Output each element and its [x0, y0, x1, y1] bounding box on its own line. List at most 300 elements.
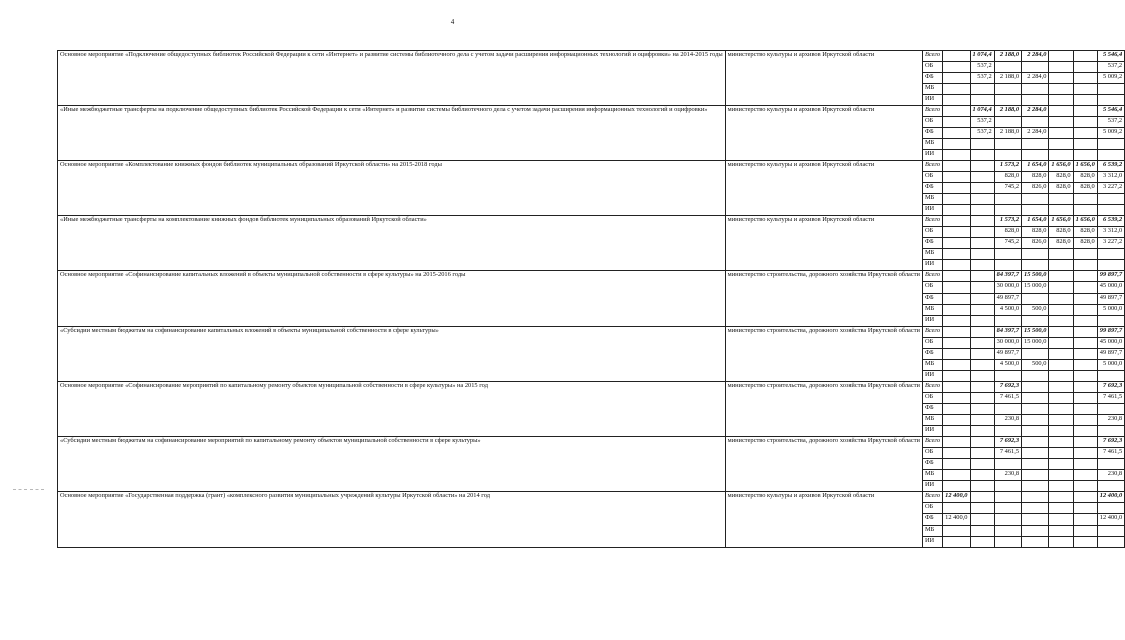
amount-cell: [1022, 83, 1049, 94]
scan-mark: [30, 489, 44, 490]
funding-source: ИИ: [922, 260, 942, 271]
amount-cell: [943, 116, 970, 127]
funding-source: Всего: [922, 437, 942, 448]
amount-cell: [1022, 536, 1049, 547]
responsible-executor: министерство культуры и архивов Иркутской области: [725, 50, 922, 105]
amount-total-cell: 7 692,3: [1097, 381, 1124, 392]
funding-source: ФБ: [922, 293, 942, 304]
amount-cell: [970, 260, 994, 271]
table-row-total: [58, 50, 1125, 61]
amount-cell: [1022, 481, 1049, 492]
responsible-executor: министерство культуры и архивов Иркутской области: [725, 492, 922, 547]
amount-cell: [970, 160, 994, 171]
funding-source: ОБ: [922, 337, 942, 348]
amount-cell: [1049, 392, 1073, 403]
amount-cell: [943, 470, 970, 481]
funding-source: Всего: [922, 50, 942, 61]
amount-cell: [970, 503, 994, 514]
amount-cell: [943, 172, 970, 183]
amount-cell: [1073, 149, 1097, 160]
amount-cell: [970, 448, 994, 459]
amount-cell: [970, 216, 994, 227]
amount-total-cell: 7 692,3: [1097, 437, 1124, 448]
funding-source: ОБ: [922, 392, 942, 403]
amount-cell: [1022, 426, 1049, 437]
amount-cell: 7 692,3: [994, 381, 1021, 392]
funding-source: МБ: [922, 415, 942, 426]
amount-cell: [994, 61, 1021, 72]
amount-total-cell: 7 461,5: [1097, 392, 1124, 403]
amount-cell: 7 692,3: [994, 437, 1021, 448]
amount-cell: [1073, 415, 1097, 426]
amount-cell: [1073, 205, 1097, 216]
amount-total-cell: [1097, 370, 1124, 381]
amount-cell: [943, 315, 970, 326]
amount-cell: [943, 459, 970, 470]
amount-cell: [943, 293, 970, 304]
amount-cell: [970, 249, 994, 260]
amount-cell: [1022, 415, 1049, 426]
amount-total-cell: 5 009,2: [1097, 127, 1124, 138]
amount-cell: [943, 205, 970, 216]
table-row-total: [58, 492, 1125, 503]
amount-cell: [943, 194, 970, 205]
amount-cell: [943, 348, 970, 359]
amount-cell: [943, 415, 970, 426]
amount-cell: 745,2: [994, 183, 1021, 194]
amount-total-cell: 12 400,0: [1097, 492, 1124, 503]
amount-total-cell: 6 539,2: [1097, 160, 1124, 171]
amount-cell: [1022, 470, 1049, 481]
amount-total-cell: [1097, 94, 1124, 105]
amount-total-cell: 3 227,2: [1097, 238, 1124, 249]
amount-cell: [1049, 348, 1073, 359]
responsible-executor: министерство строительства, дорожного хозяйства Иркутской области: [725, 437, 922, 492]
amount-cell: [970, 492, 994, 503]
amount-cell: [1073, 315, 1097, 326]
funding-source: ИИ: [922, 149, 942, 160]
amount-cell: [1049, 525, 1073, 536]
amount-cell: [943, 149, 970, 160]
funding-source: ФБ: [922, 72, 942, 83]
amount-total-cell: 3 312,0: [1097, 227, 1124, 238]
funding-source: МБ: [922, 83, 942, 94]
table-row-total: [58, 160, 1125, 171]
page-number: 4: [450, 18, 455, 26]
funding-table: [57, 50, 1125, 548]
table-row-total: [58, 437, 1125, 448]
funding-source: ОБ: [922, 503, 942, 514]
amount-cell: [943, 359, 970, 370]
responsible-executor: министерство культуры и архивов Иркутской области: [725, 216, 922, 271]
amount-total-cell: 230,8: [1097, 470, 1124, 481]
amount-cell: 2 284,0: [1022, 127, 1049, 138]
amount-cell: [1073, 282, 1097, 293]
amount-cell: [943, 183, 970, 194]
amount-total-cell: [1097, 205, 1124, 216]
amount-cell: 1 656,0: [1049, 216, 1073, 227]
responsible-executor: министерство культуры и архивов Иркутской области: [725, 105, 922, 160]
amount-cell: 2 284,0: [1022, 105, 1049, 116]
amount-cell: 2 188,0: [994, 105, 1021, 116]
amount-cell: [1049, 370, 1073, 381]
table-row-total: [58, 326, 1125, 337]
amount-cell: [943, 370, 970, 381]
amount-cell: [1049, 326, 1073, 337]
amount-cell: [1022, 404, 1049, 415]
amount-cell: [970, 525, 994, 536]
amount-total-cell: 7 461,5: [1097, 448, 1124, 459]
amount-total-cell: 3 312,0: [1097, 172, 1124, 183]
amount-cell: 500,0: [1022, 359, 1049, 370]
amount-cell: [1049, 194, 1073, 205]
amount-cell: [994, 149, 1021, 160]
amount-cell: [943, 160, 970, 171]
amount-total-cell: 6 539,2: [1097, 216, 1124, 227]
activity-description: «Иные межбюджетные трансферты на комплектование книжных фондов библиотек муниципальных образований Иркутской области»: [58, 216, 726, 271]
amount-cell: [1073, 492, 1097, 503]
amount-cell: [970, 426, 994, 437]
amount-cell: [970, 315, 994, 326]
amount-cell: [994, 83, 1021, 94]
amount-cell: 1 654,0: [1022, 216, 1049, 227]
amount-total-cell: 49 897,7: [1097, 293, 1124, 304]
amount-total-cell: 49 897,7: [1097, 348, 1124, 359]
amount-cell: 30 000,0: [994, 337, 1021, 348]
table-row-total: [58, 271, 1125, 282]
funding-source: ИИ: [922, 370, 942, 381]
funding-source: ИИ: [922, 536, 942, 547]
amount-cell: 4 500,0: [994, 359, 1021, 370]
amount-total-cell: [1097, 260, 1124, 271]
funding-source: МБ: [922, 249, 942, 260]
amount-cell: [1049, 404, 1073, 415]
amount-cell: [1022, 525, 1049, 536]
amount-cell: [994, 426, 1021, 437]
amount-cell: [970, 238, 994, 249]
amount-cell: [970, 271, 994, 282]
funding-source: ФБ: [922, 127, 942, 138]
amount-cell: [943, 227, 970, 238]
activity-description: Основное мероприятие «Государственная поддержка (грант) «комплексного развития муниципальных учреждений культуры Иркутской области» на 2014 год: [58, 492, 726, 547]
amount-cell: [970, 404, 994, 415]
amount-cell: 828,0: [1049, 227, 1073, 238]
amount-cell: 84 397,7: [994, 271, 1021, 282]
amount-total-cell: [1097, 525, 1124, 536]
amount-cell: [1073, 448, 1097, 459]
amount-total-cell: [1097, 149, 1124, 160]
amount-cell: [943, 326, 970, 337]
amount-cell: [1073, 359, 1097, 370]
amount-cell: [1073, 249, 1097, 260]
funding-source: МБ: [922, 359, 942, 370]
amount-cell: 828,0: [1022, 227, 1049, 238]
amount-cell: 826,0: [1022, 183, 1049, 194]
amount-cell: [970, 304, 994, 315]
funding-source: ОБ: [922, 282, 942, 293]
amount-cell: [943, 50, 970, 61]
amount-cell: [1049, 470, 1073, 481]
amount-cell: [1049, 138, 1073, 149]
amount-cell: [943, 282, 970, 293]
amount-total-cell: [1097, 249, 1124, 260]
amount-cell: 7 461,5: [994, 448, 1021, 459]
amount-cell: [943, 503, 970, 514]
amount-total-cell: 5 000,0: [1097, 304, 1124, 315]
activity-description: «Субсидии местным бюджетам на софинансирование капитальных вложений в объекты муниципальной собственности в сфере культуры»: [58, 326, 726, 381]
amount-cell: [1049, 459, 1073, 470]
amount-total-cell: 99 897,7: [1097, 326, 1124, 337]
amount-cell: [1049, 381, 1073, 392]
amount-cell: [1049, 260, 1073, 271]
amount-cell: [1073, 404, 1097, 415]
amount-cell: [970, 337, 994, 348]
amount-cell: 828,0: [994, 172, 1021, 183]
amount-total-cell: [1097, 481, 1124, 492]
responsible-executor: министерство строительства, дорожного хозяйства Иркутской области: [725, 326, 922, 381]
amount-cell: [1022, 315, 1049, 326]
activity-description: Основное мероприятие «Комплектование книжных фондов библиотек муниципальных образований Иркутской области» на 2015-2018 годы: [58, 160, 726, 215]
amount-total-cell: [1097, 426, 1124, 437]
amount-cell: [1073, 437, 1097, 448]
amount-cell: [1049, 503, 1073, 514]
amount-cell: [943, 238, 970, 249]
amount-cell: [1073, 370, 1097, 381]
amount-cell: [994, 404, 1021, 415]
amount-cell: 537,2: [970, 127, 994, 138]
amount-cell: 2 284,0: [1022, 50, 1049, 61]
amount-total-cell: 45 000,0: [1097, 337, 1124, 348]
amount-cell: [943, 216, 970, 227]
amount-cell: [1022, 194, 1049, 205]
amount-total-cell: 3 227,2: [1097, 183, 1124, 194]
amount-cell: 7 461,5: [994, 392, 1021, 403]
amount-cell: 828,0: [1049, 172, 1073, 183]
amount-cell: [1049, 61, 1073, 72]
amount-total-cell: [1097, 536, 1124, 547]
amount-cell: [1022, 205, 1049, 216]
amount-total-cell: 45 000,0: [1097, 282, 1124, 293]
funding-source: МБ: [922, 304, 942, 315]
amount-cell: [994, 492, 1021, 503]
amount-cell: [1073, 337, 1097, 348]
amount-cell: [943, 94, 970, 105]
amount-cell: [1022, 370, 1049, 381]
amount-total-cell: 537,2: [1097, 116, 1124, 127]
amount-cell: [1022, 448, 1049, 459]
funding-source: ФБ: [922, 459, 942, 470]
funding-source: ОБ: [922, 448, 942, 459]
funding-source: ОБ: [922, 172, 942, 183]
amount-cell: [1073, 83, 1097, 94]
amount-cell: [943, 404, 970, 415]
amount-cell: [970, 194, 994, 205]
amount-cell: [994, 503, 1021, 514]
amount-cell: 1 573,2: [994, 160, 1021, 171]
amount-cell: 12 400,0: [943, 514, 970, 525]
amount-cell: [1022, 116, 1049, 127]
amount-cell: 828,0: [1073, 183, 1097, 194]
amount-cell: [994, 370, 1021, 381]
amount-cell: [994, 315, 1021, 326]
amount-cell: 537,2: [970, 61, 994, 72]
amount-total-cell: 12 400,0: [1097, 514, 1124, 525]
amount-cell: 2 188,0: [994, 72, 1021, 83]
amount-cell: [943, 260, 970, 271]
amount-cell: [1022, 94, 1049, 105]
funding-source: Всего: [922, 381, 942, 392]
amount-cell: [943, 304, 970, 315]
amount-cell: [1049, 249, 1073, 260]
amount-cell: [970, 83, 994, 94]
amount-total-cell: 230,8: [1097, 415, 1124, 426]
amount-cell: [994, 205, 1021, 216]
amount-cell: [970, 183, 994, 194]
amount-cell: [943, 138, 970, 149]
amount-cell: [1022, 503, 1049, 514]
amount-cell: [1049, 426, 1073, 437]
amount-cell: 84 397,7: [994, 326, 1021, 337]
amount-cell: [1049, 94, 1073, 105]
amount-total-cell: [1097, 138, 1124, 149]
amount-cell: [943, 525, 970, 536]
amount-cell: 745,2: [994, 238, 1021, 249]
amount-cell: [994, 116, 1021, 127]
amount-cell: 828,0: [1073, 172, 1097, 183]
amount-cell: [1049, 127, 1073, 138]
amount-cell: [1049, 116, 1073, 127]
amount-cell: 826,0: [1022, 238, 1049, 249]
funding-source: ФБ: [922, 238, 942, 249]
amount-cell: [1073, 536, 1097, 547]
amount-cell: [994, 459, 1021, 470]
amount-total-cell: 5 009,2: [1097, 72, 1124, 83]
amount-cell: [970, 227, 994, 238]
amount-cell: [970, 470, 994, 481]
amount-cell: [1073, 392, 1097, 403]
amount-cell: [1022, 293, 1049, 304]
amount-cell: [1073, 514, 1097, 525]
amount-cell: [1049, 83, 1073, 94]
amount-cell: 828,0: [1049, 238, 1073, 249]
amount-cell: [970, 381, 994, 392]
amount-cell: [1022, 459, 1049, 470]
amount-cell: 500,0: [1022, 304, 1049, 315]
amount-total-cell: [1097, 459, 1124, 470]
amount-cell: 1 573,2: [994, 216, 1021, 227]
amount-cell: [1049, 149, 1073, 160]
amount-cell: [943, 426, 970, 437]
funding-source: ИИ: [922, 426, 942, 437]
amount-cell: [1073, 348, 1097, 359]
amount-cell: 1 074,4: [970, 50, 994, 61]
amount-cell: [1073, 72, 1097, 83]
funding-source: ФБ: [922, 514, 942, 525]
responsible-executor: министерство строительства, дорожного хозяйства Иркутской области: [725, 271, 922, 326]
amount-cell: [1049, 448, 1073, 459]
amount-total-cell: 99 897,7: [1097, 271, 1124, 282]
amount-cell: [1022, 149, 1049, 160]
funding-source: ИИ: [922, 94, 942, 105]
funding-source: ИИ: [922, 481, 942, 492]
amount-total-cell: 537,2: [1097, 61, 1124, 72]
amount-cell: [1022, 381, 1049, 392]
amount-cell: 1 656,0: [1073, 216, 1097, 227]
amount-total-cell: [1097, 83, 1124, 94]
amount-cell: [1049, 492, 1073, 503]
amount-cell: [1073, 127, 1097, 138]
amount-cell: 828,0: [1073, 227, 1097, 238]
funding-source: ИИ: [922, 315, 942, 326]
amount-cell: [994, 481, 1021, 492]
amount-cell: [1049, 514, 1073, 525]
funding-source: Всего: [922, 326, 942, 337]
amount-cell: [994, 138, 1021, 149]
amount-cell: [994, 94, 1021, 105]
amount-cell: [970, 205, 994, 216]
amount-cell: [970, 459, 994, 470]
amount-total-cell: 5 546,4: [1097, 50, 1124, 61]
activity-description: «Иные межбюджетные трансферты на подключение общедоступных библиотек Российской Федерации к сети «Интернет» и развитие системы библиотечного дела с учетом задачи расширения информационных технологий и оцифровки»: [58, 105, 726, 160]
scan-mark: [13, 489, 27, 490]
activity-description: Основное мероприятие «Софинансирование капитальных вложений в объекты муниципальной собственности в сфере культуры» на 2015-2016 годы: [58, 271, 726, 326]
activity-description: «Субсидии местным бюджетам на софинансирование мероприятий по капитальному ремонту объектов муниципальной собственности в сфере культуры»: [58, 437, 726, 492]
amount-cell: [943, 337, 970, 348]
amount-cell: 1 656,0: [1073, 160, 1097, 171]
amount-cell: 15 500,0: [1022, 271, 1049, 282]
amount-cell: 537,2: [970, 116, 994, 127]
amount-cell: [943, 249, 970, 260]
amount-cell: [1073, 459, 1097, 470]
table-row-total: [58, 105, 1125, 116]
amount-cell: [994, 536, 1021, 547]
table-row-total: [58, 216, 1125, 227]
funding-source: МБ: [922, 525, 942, 536]
amount-cell: [970, 481, 994, 492]
funding-source: Всего: [922, 160, 942, 171]
amount-cell: [970, 359, 994, 370]
amount-cell: [1022, 348, 1049, 359]
amount-cell: [1049, 205, 1073, 216]
amount-cell: 15 500,0: [1022, 326, 1049, 337]
amount-cell: 230,8: [994, 470, 1021, 481]
amount-cell: [943, 83, 970, 94]
amount-total-cell: 5 546,4: [1097, 105, 1124, 116]
amount-cell: [994, 249, 1021, 260]
amount-cell: 230,8: [994, 415, 1021, 426]
amount-cell: [1073, 481, 1097, 492]
amount-cell: 828,0: [1049, 183, 1073, 194]
amount-cell: [943, 127, 970, 138]
amount-cell: [970, 94, 994, 105]
amount-cell: [970, 282, 994, 293]
responsible-executor: министерство строительства, дорожного хозяйства Иркутской области: [725, 381, 922, 436]
funding-source: Всего: [922, 216, 942, 227]
amount-cell: [1073, 116, 1097, 127]
amount-cell: 4 500,0: [994, 304, 1021, 315]
amount-cell: [1022, 392, 1049, 403]
amount-cell: [970, 326, 994, 337]
amount-cell: [994, 260, 1021, 271]
amount-cell: [1022, 514, 1049, 525]
funding-source: ОБ: [922, 61, 942, 72]
amount-cell: [994, 514, 1021, 525]
amount-cell: [1073, 326, 1097, 337]
activity-description: Основное мероприятие «Софинансирование мероприятий по капитальному ремонту объектов муниципальной собственности в сфере культуры» на 2015 год: [58, 381, 726, 436]
amount-cell: [1073, 61, 1097, 72]
amount-cell: 828,0: [1022, 172, 1049, 183]
funding-source: ФБ: [922, 183, 942, 194]
